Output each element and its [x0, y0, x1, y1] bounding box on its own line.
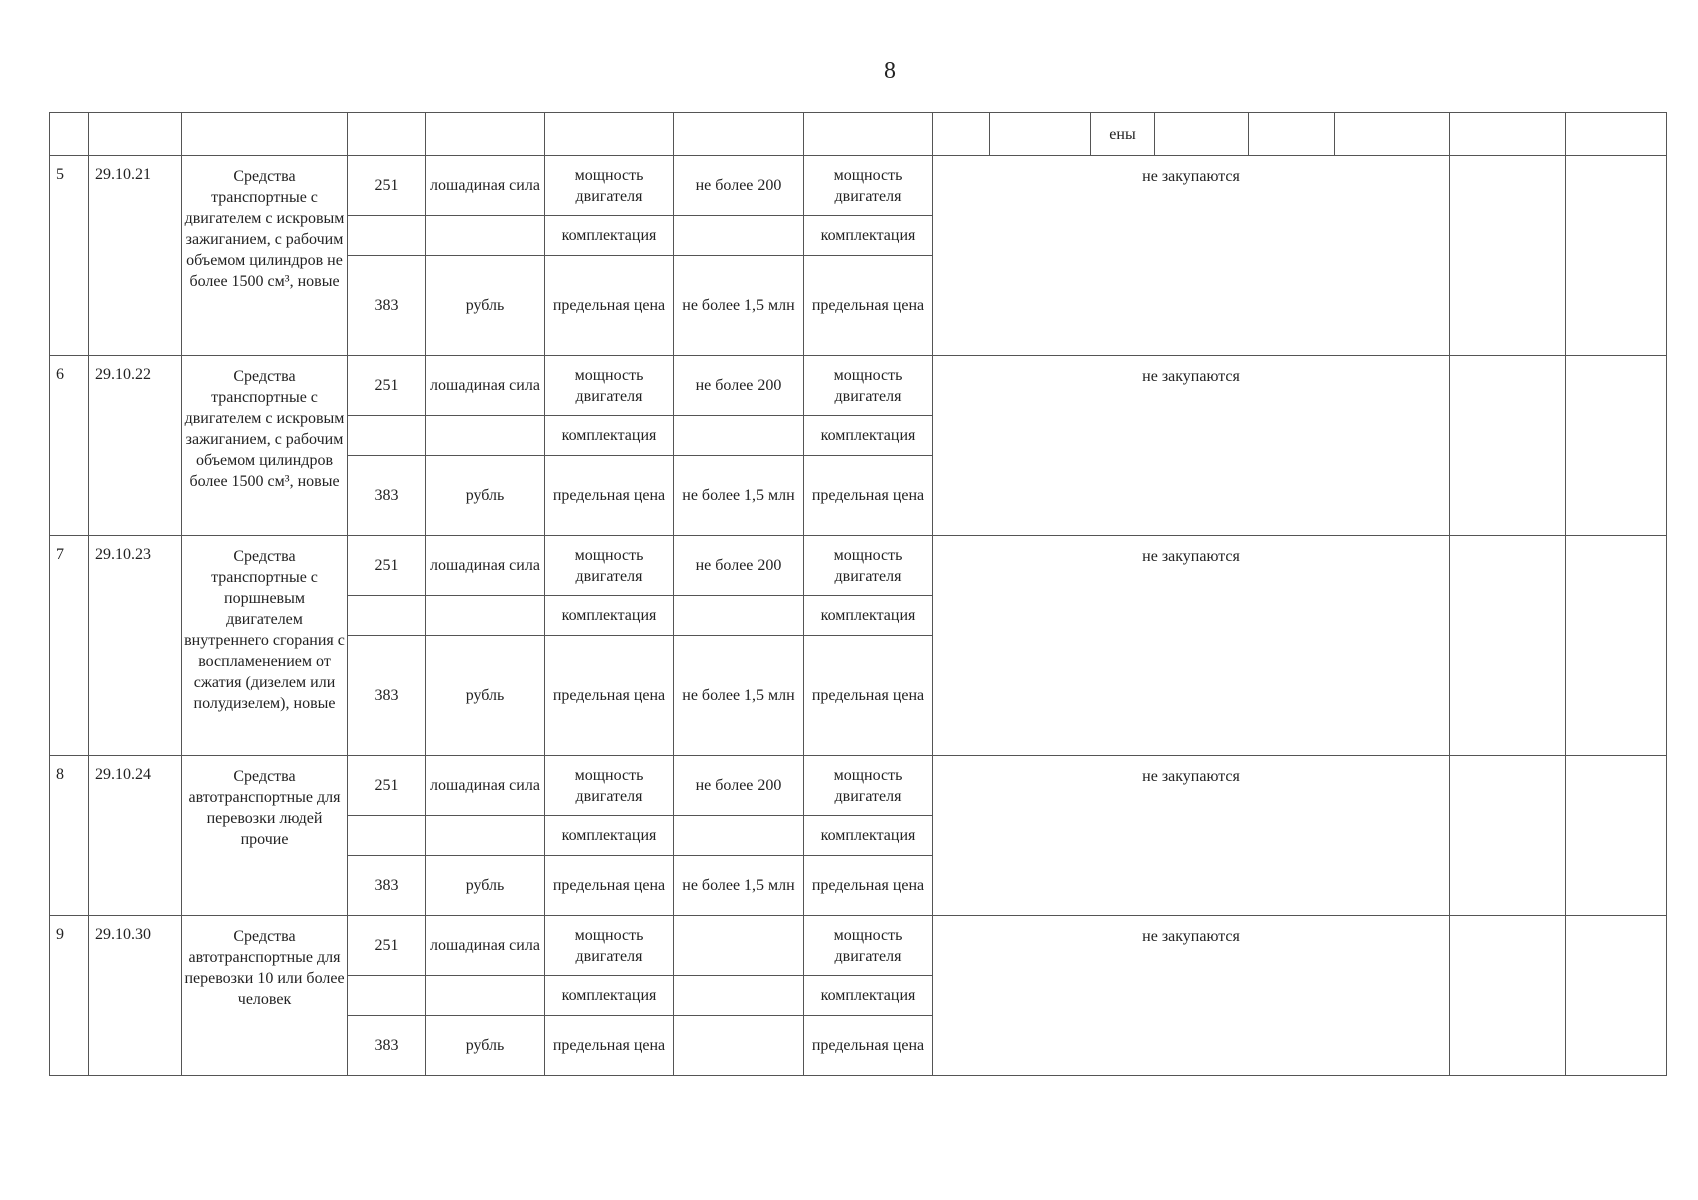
empty-cell — [1566, 536, 1667, 756]
characteristic-approved: предельная цена — [804, 856, 933, 916]
okei-code: 383 — [348, 856, 426, 916]
empty-cell — [1450, 356, 1566, 536]
header-cell — [990, 113, 1091, 156]
unit-name — [426, 416, 545, 456]
status-text: не закупаются — [933, 916, 1450, 1076]
characteristic-value: не более 1,5 млн — [674, 636, 804, 756]
characteristic-approved: мощность двигателя — [804, 156, 933, 216]
unit-name — [426, 216, 545, 256]
okei-code: 383 — [348, 456, 426, 536]
unit-name: рубль — [426, 456, 545, 536]
item-name: Средства автотранспортные для перевозки 10 или более человек — [182, 916, 348, 1076]
okei-code: 383 — [348, 1016, 426, 1076]
okei-code — [348, 216, 426, 256]
unit-name: лошадиная сила — [426, 756, 545, 816]
okpd-code: 29.10.30 — [89, 916, 182, 1076]
characteristic: мощность двигателя — [545, 916, 674, 976]
characteristic-approved: мощность двигателя — [804, 536, 933, 596]
okei-code — [348, 816, 426, 856]
characteristic: предельная цена — [545, 456, 674, 536]
header-cell — [545, 113, 674, 156]
empty-cell — [1450, 156, 1566, 356]
procurement-table — [49, 112, 1667, 1076]
okei-code — [348, 596, 426, 636]
characteristic-approved: комплектация — [804, 816, 933, 856]
header-cell — [674, 113, 804, 156]
unit-name — [426, 816, 545, 856]
unit-name: лошадиная сила — [426, 916, 545, 976]
header-row — [50, 113, 1667, 156]
characteristic: комплектация — [545, 976, 674, 1016]
characteristic-approved: предельная цена — [804, 456, 933, 536]
unit-name — [426, 596, 545, 636]
item-name: Средства транспортные с двигателем с искровым зажиганием, с рабочим объемом цилиндров не более 1500 см³, новые — [182, 156, 348, 356]
header-cell — [182, 113, 348, 156]
empty-cell — [1566, 916, 1667, 1076]
characteristic-value: не более 200 — [674, 356, 804, 416]
characteristic-approved: комплектация — [804, 416, 933, 456]
characteristic: комплектация — [545, 416, 674, 456]
empty-cell — [1450, 916, 1566, 1076]
item-name: Средства транспортные с двигателем с искровым зажиганием, с рабочим объемом цилиндров более 1500 см³, новые — [182, 356, 348, 536]
table-row — [50, 356, 1667, 416]
characteristic-value — [674, 596, 804, 636]
empty-cell — [1450, 756, 1566, 916]
characteristic-approved: предельная цена — [804, 256, 933, 356]
characteristic: предельная цена — [545, 256, 674, 356]
header-cell — [804, 113, 933, 156]
unit-name: рубль — [426, 636, 545, 756]
unit-name: лошадиная сила — [426, 356, 545, 416]
characteristic: предельная цена — [545, 1016, 674, 1076]
header-cell — [1335, 113, 1450, 156]
unit-name: рубль — [426, 856, 545, 916]
okei-code: 251 — [348, 756, 426, 816]
characteristic: мощность двигателя — [545, 536, 674, 596]
table-row — [50, 916, 1667, 976]
empty-cell — [1566, 756, 1667, 916]
characteristic-value — [674, 976, 804, 1016]
table-row — [50, 756, 1667, 816]
characteristic-value: не более 1,5 млн — [674, 856, 804, 916]
characteristic-approved: мощность двигателя — [804, 916, 933, 976]
row-number: 5 — [50, 156, 89, 356]
characteristic-value: не более 200 — [674, 156, 804, 216]
characteristic-approved: предельная цена — [804, 1016, 933, 1076]
header-cell — [89, 113, 182, 156]
characteristic: мощность двигателя — [545, 356, 674, 416]
characteristic-value — [674, 916, 804, 976]
empty-cell — [1450, 536, 1566, 756]
unit-name: лошадиная сила — [426, 536, 545, 596]
header-cell — [1249, 113, 1335, 156]
status-text: не закупаются — [933, 756, 1450, 916]
okpd-code: 29.10.22 — [89, 356, 182, 536]
characteristic-value — [674, 1016, 804, 1076]
header-cell — [1450, 113, 1566, 156]
header-cell — [1155, 113, 1249, 156]
empty-cell — [1566, 156, 1667, 356]
header-cell — [1566, 113, 1667, 156]
okei-code: 251 — [348, 156, 426, 216]
unit-name: лошадиная сила — [426, 156, 545, 216]
header-cell — [426, 113, 545, 156]
row-number: 9 — [50, 916, 89, 1076]
header-cell — [348, 113, 426, 156]
okei-code: 251 — [348, 356, 426, 416]
okpd-code: 29.10.23 — [89, 536, 182, 756]
okpd-code: 29.10.24 — [89, 756, 182, 916]
okei-code — [348, 416, 426, 456]
status-text: не закупаются — [933, 156, 1450, 356]
characteristic-value — [674, 816, 804, 856]
characteristic-approved: комплектация — [804, 976, 933, 1016]
item-name: Средства автотранспортные для перевозки людей прочие — [182, 756, 348, 916]
okei-code: 251 — [348, 916, 426, 976]
page-number: 8 — [884, 58, 896, 84]
characteristic: комплектация — [545, 216, 674, 256]
characteristic-value: не более 200 — [674, 536, 804, 596]
characteristic-approved: предельная цена — [804, 636, 933, 756]
characteristic: мощность двигателя — [545, 156, 674, 216]
header-cell: ены — [1091, 113, 1155, 156]
characteristic-approved: мощность двигателя — [804, 356, 933, 416]
row-number: 8 — [50, 756, 89, 916]
row-number: 6 — [50, 356, 89, 536]
okei-code: 383 — [348, 256, 426, 356]
header-cell — [933, 113, 990, 156]
okei-code: 251 — [348, 536, 426, 596]
characteristic: комплектация — [545, 816, 674, 856]
characteristic-value — [674, 416, 804, 456]
okei-code: 383 — [348, 636, 426, 756]
characteristic-value: не более 1,5 млн — [674, 256, 804, 356]
characteristic-approved: комплектация — [804, 216, 933, 256]
unit-name — [426, 976, 545, 1016]
status-text: не закупаются — [933, 536, 1450, 756]
unit-name: рубль — [426, 1016, 545, 1076]
table-row — [50, 536, 1667, 596]
item-name: Средства транспортные с поршневым двигателем внутреннего сгорания с воспламенением от сжатия (дизелем или полудизелем), новые — [182, 536, 348, 756]
table-row — [50, 156, 1667, 216]
characteristic: комплектация — [545, 596, 674, 636]
okpd-code: 29.10.21 — [89, 156, 182, 356]
characteristic: предельная цена — [545, 636, 674, 756]
row-number: 7 — [50, 536, 89, 756]
characteristic: предельная цена — [545, 856, 674, 916]
characteristic-value: не более 200 — [674, 756, 804, 816]
header-cell — [50, 113, 89, 156]
characteristic-approved: комплектация — [804, 596, 933, 636]
characteristic-value: не более 1,5 млн — [674, 456, 804, 536]
characteristic-approved: мощность двигателя — [804, 756, 933, 816]
empty-cell — [1566, 356, 1667, 536]
unit-name: рубль — [426, 256, 545, 356]
okei-code — [348, 976, 426, 1016]
characteristic-value — [674, 216, 804, 256]
status-text: не закупаются — [933, 356, 1450, 536]
characteristic: мощность двигателя — [545, 756, 674, 816]
